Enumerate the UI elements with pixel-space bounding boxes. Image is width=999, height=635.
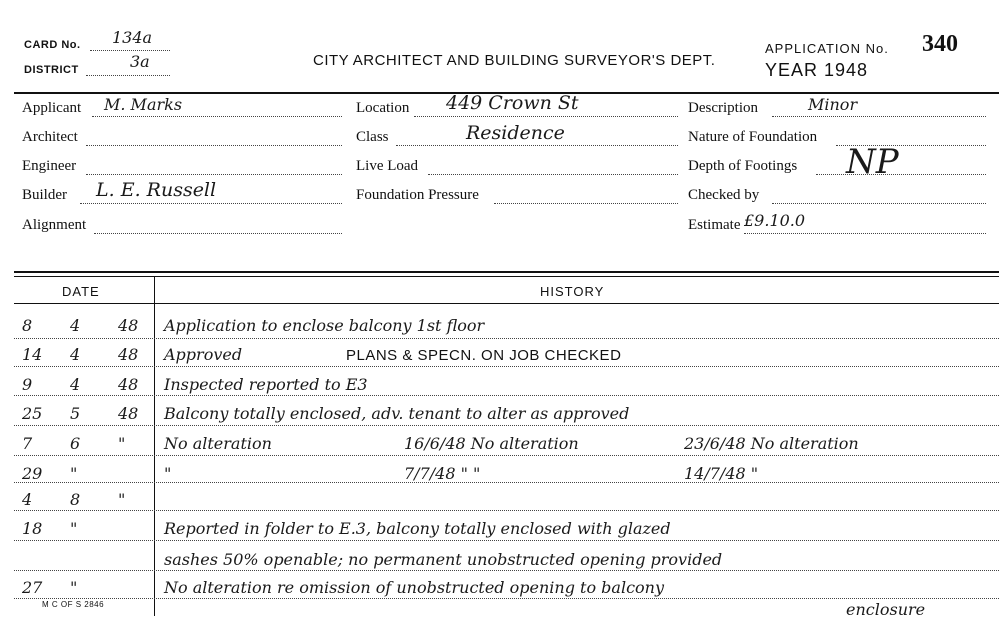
applicant-value: M. Marks: [104, 95, 183, 114]
application-no-label: APPLICATION No.: [765, 41, 889, 56]
applicant-label: Applicant: [22, 100, 82, 116]
history-row-line: [14, 482, 999, 483]
alignment-line: [94, 233, 342, 234]
form-code: M C OF S 2846: [42, 600, 105, 609]
builder-line: [80, 203, 342, 204]
class-value: Residence: [466, 122, 565, 144]
table-top-rule: [14, 271, 999, 273]
history-year: ": [118, 434, 126, 453]
history-month: 5: [70, 404, 81, 423]
history-row-line: [14, 425, 999, 426]
history-year: ": [118, 490, 126, 509]
engineer-line: [86, 174, 342, 175]
year-label: YEAR 1948: [765, 60, 869, 80]
live-load-line: [428, 174, 678, 175]
history-day: 14: [22, 345, 43, 364]
history-year: 48: [118, 375, 139, 394]
history-month: ": [70, 519, 78, 538]
nature-foundation-label: Nature of Foundation: [688, 129, 818, 145]
applicant-line: [92, 116, 342, 117]
history-entry-2: 16/6/48 No alteration: [404, 434, 579, 453]
depth-footings-line: [816, 174, 986, 175]
depth-footings-value: NP: [846, 142, 899, 182]
builder-label: Builder: [22, 187, 67, 203]
history-entry: No alteration re omission of unobstructed opening to balcony: [164, 578, 665, 597]
depth-footings-label: Depth of Footings: [688, 158, 798, 174]
foundation-pressure-line: [494, 203, 678, 204]
table-header-rule: [14, 303, 999, 304]
history-month: 8: [70, 490, 81, 509]
history-year: 48: [118, 345, 139, 364]
foundation-pressure-label: Foundation Pressure: [356, 187, 479, 203]
application-no-value: 340: [922, 31, 958, 57]
history-month: ": [70, 464, 78, 483]
history-row-line: [14, 510, 999, 511]
date-header: DATE: [62, 284, 100, 299]
history-entry: Approved: [164, 345, 243, 364]
history-day: 27: [22, 578, 43, 597]
history-entry: Reported in folder to E.3, balcony totally enclosed with glazed: [164, 519, 671, 538]
history-day: 9: [22, 375, 33, 394]
district-label: DISTRICT: [24, 64, 79, 76]
class-label: Class: [356, 129, 389, 145]
history-month: 6: [70, 434, 81, 453]
history-row-line: [14, 540, 999, 541]
history-row-line: [14, 598, 999, 599]
history-row-line: [14, 366, 999, 367]
history-month: ": [70, 578, 78, 597]
history-entry-2: 7/7/48 " ": [404, 464, 481, 483]
class-line: [396, 145, 678, 146]
builder-value: L. E. Russell: [96, 179, 217, 201]
history-day: 7: [22, 434, 33, 453]
history-entry-3: 23/6/48 No alteration: [684, 434, 859, 453]
history-stamp: PLANS & SPECN. ON JOB CHECKED: [346, 347, 622, 364]
engineer-label: Engineer: [22, 158, 77, 174]
history-row-line: [14, 338, 999, 339]
district-line: [86, 75, 170, 76]
architect-line: [86, 145, 342, 146]
checked-by-line: [772, 203, 986, 204]
history-header: HISTORY: [540, 284, 605, 299]
date-column-divider: [154, 276, 155, 616]
architect-label: Architect: [22, 129, 78, 145]
location-value: 449 Crown St: [446, 92, 579, 114]
history-day: 18: [22, 519, 43, 538]
history-entry: Inspected reported to E3: [164, 375, 368, 394]
history-entry: sashes 50% openable; no permanent unobstructed opening provided: [164, 550, 723, 569]
history-day: 8: [22, 316, 33, 335]
alignment-label: Alignment: [22, 217, 87, 233]
history-entry-3: 14/7/48 ": [684, 464, 759, 483]
checked-by-label: Checked by: [688, 187, 760, 203]
description-label: Description: [688, 100, 758, 116]
history-entry: ": [164, 464, 172, 483]
table-top-rule-2: [14, 276, 999, 277]
estimate-value: £9.10.0: [744, 211, 806, 230]
history-entry: Balcony totally enclosed, adv. tenant to alter as approved: [164, 404, 630, 423]
location-label: Location: [356, 100, 410, 116]
history-row-line: [14, 570, 999, 571]
card-no-value: 134a: [112, 28, 153, 47]
district-value: 3a: [130, 52, 150, 71]
card-no-label: CARD No.: [24, 39, 81, 51]
estimate-label: Estimate: [688, 217, 741, 233]
location-line: [414, 116, 678, 117]
history-day: 25: [22, 404, 43, 423]
department-title: CITY ARCHITECT AND BUILDING SURVEYOR'S DEPT.: [313, 52, 716, 69]
description-line: [772, 116, 986, 117]
history-day: 29: [22, 464, 43, 483]
history-entry: No alteration: [164, 434, 272, 453]
history-month: 4: [70, 316, 81, 335]
history-row-line: [14, 395, 999, 396]
history-day: 4: [22, 490, 33, 509]
history-row-line: [14, 455, 999, 456]
history-month: 4: [70, 375, 81, 394]
live-load-label: Live Load: [356, 158, 419, 174]
description-value: Minor: [808, 95, 858, 114]
history-year: 48: [118, 316, 139, 335]
estimate-line: [744, 233, 986, 234]
history-entry: Application to enclose balcony 1st floor: [164, 316, 485, 335]
history-year: 48: [118, 404, 139, 423]
card-no-line: [90, 50, 170, 51]
history-entry: enclosure: [846, 600, 926, 619]
history-month: 4: [70, 345, 81, 364]
